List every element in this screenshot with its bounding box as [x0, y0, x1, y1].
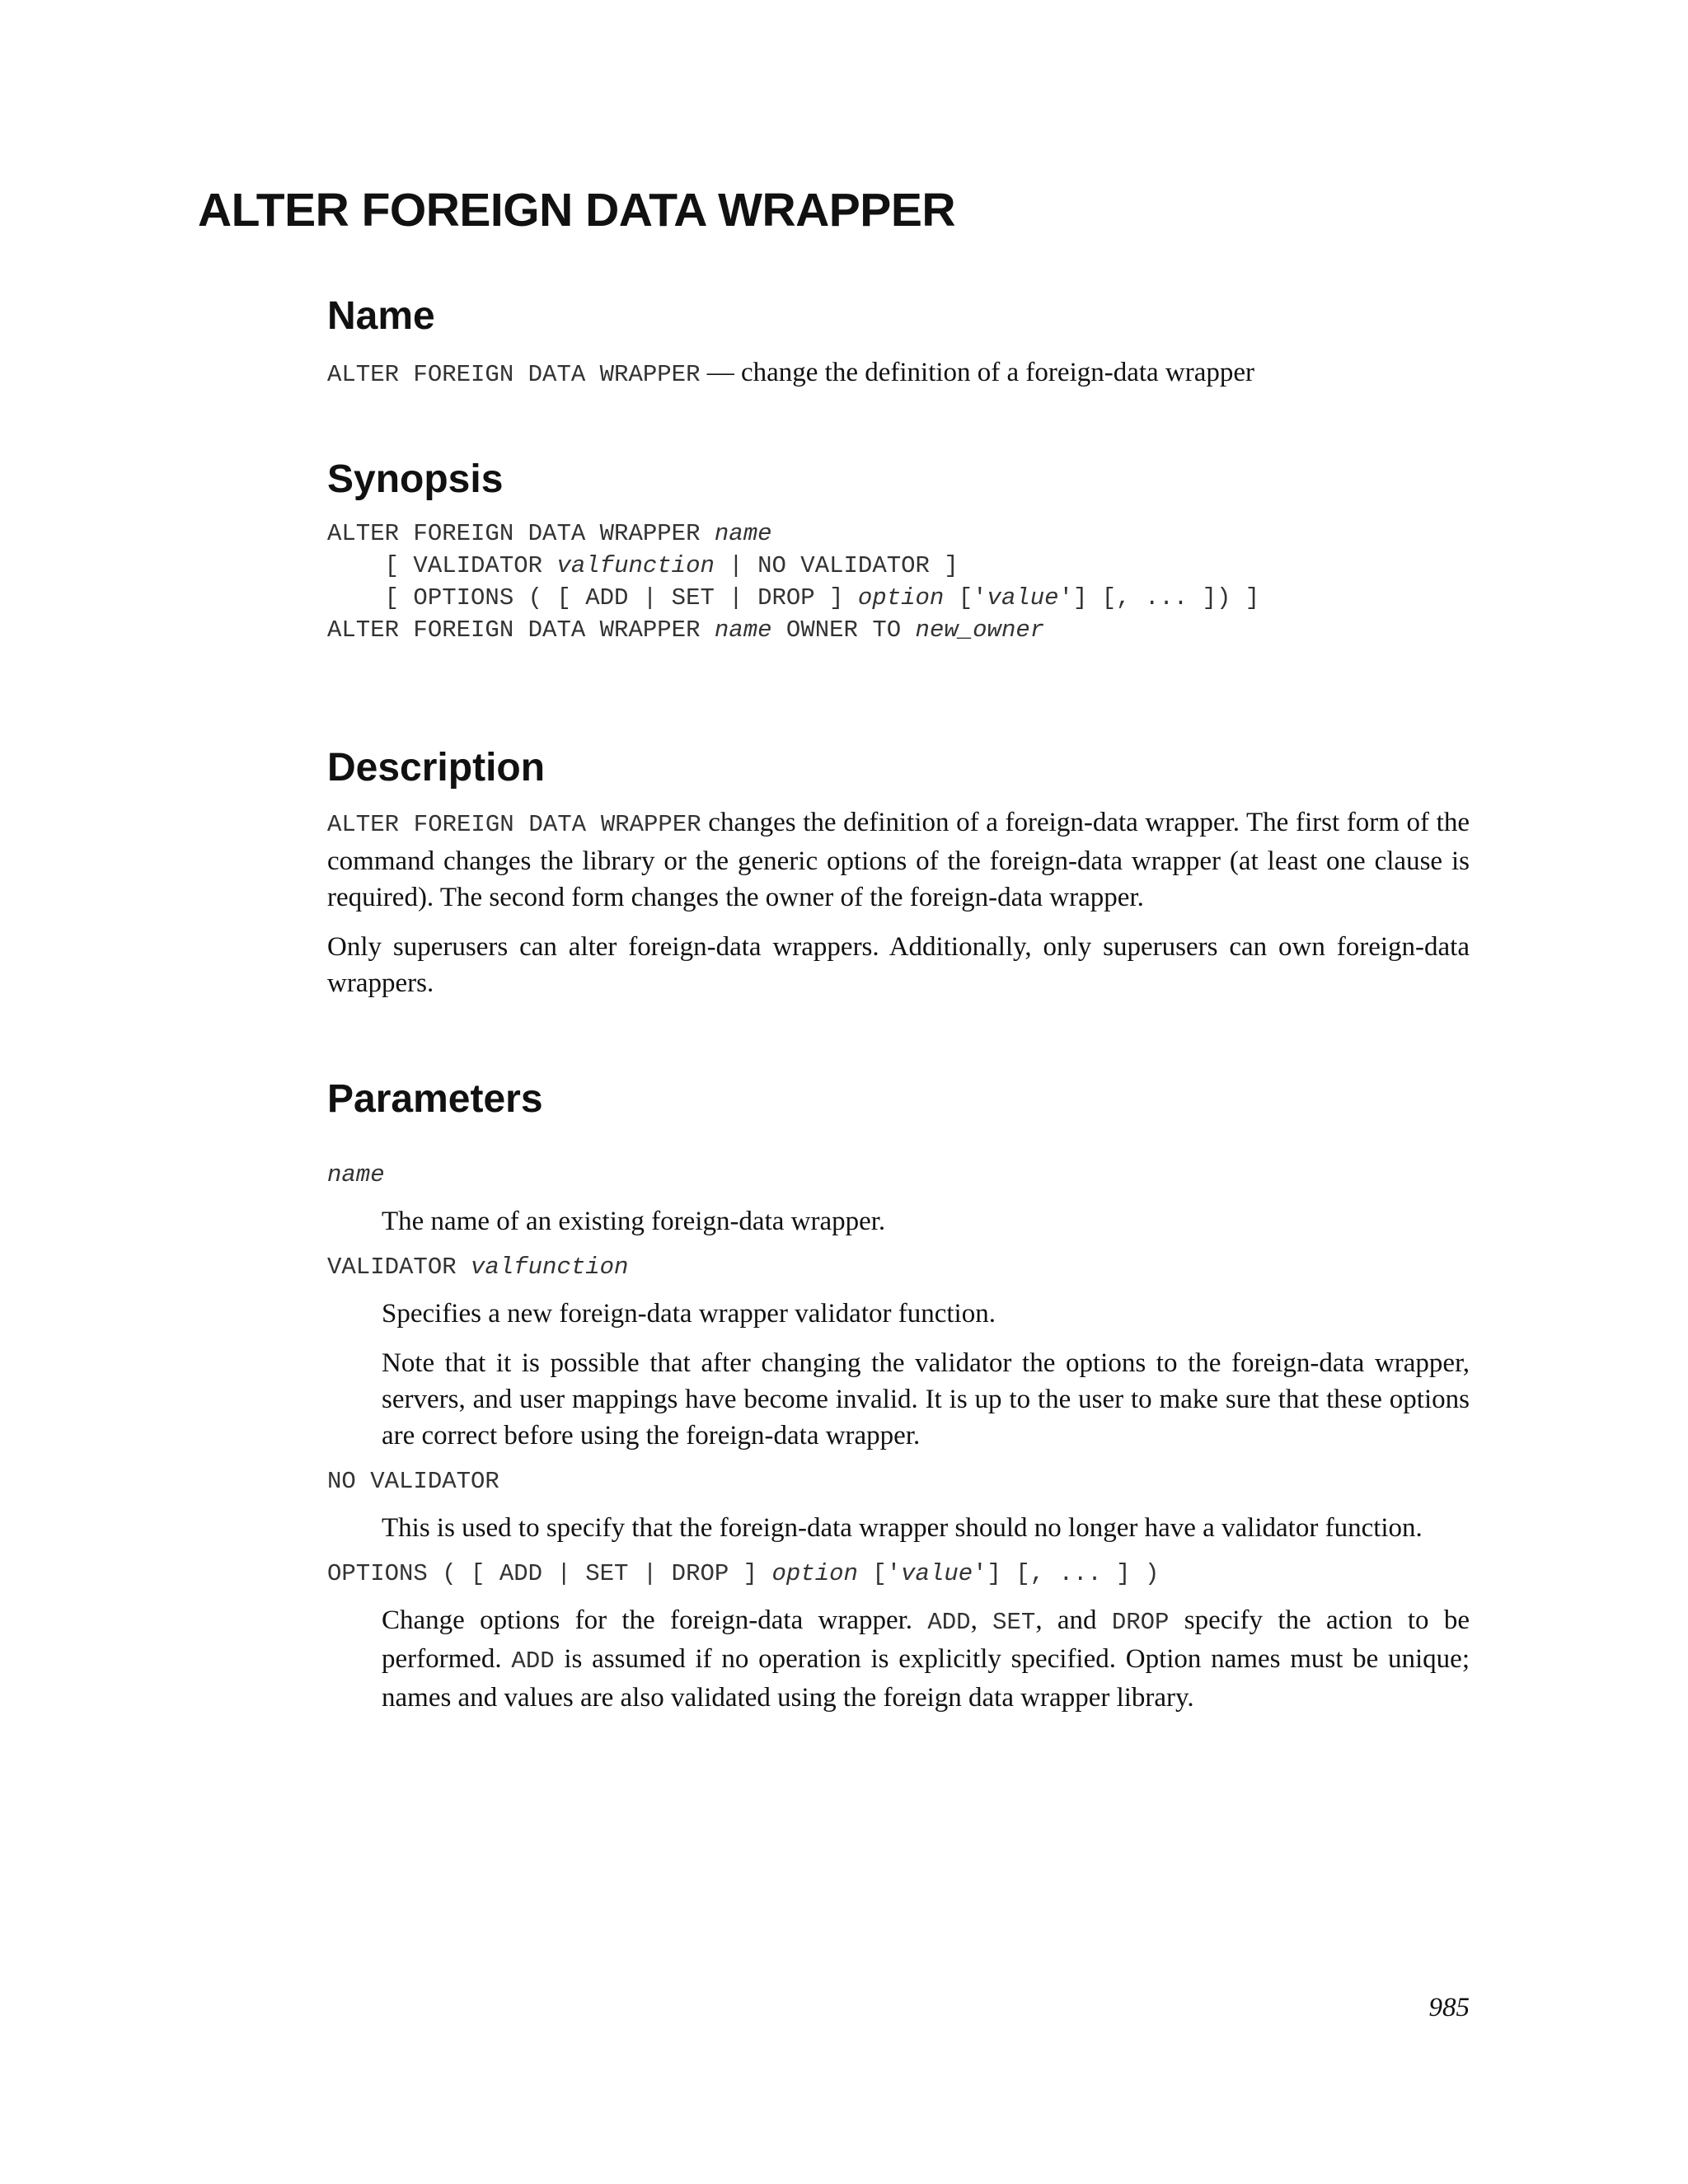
param-term-no-validator: NO VALIDATOR	[327, 1468, 499, 1495]
param-term-validator: VALIDATOR valfunction	[327, 1254, 629, 1281]
description-paragraph-1: ALTER FOREIGN DATA WRAPPER changes the definition of a foreign-data wrapper. The first form of the command changes the library or the generic options of the foreign-data wrapper (at least one clause is required). The second form changes the owner of the foreign-data wrapper.	[327, 808, 1470, 912]
parameters-section	[327, 1076, 1470, 1716]
synopsis-code: ALTER FOREIGN DATA WRAPPER name [ VALIDATOR valfunction | NO VALIDATOR ] [ OPTIONS ( [ ADD | SET | DROP ] option ['value'] [, ... ]) ] ALTER FOREIGN DATA WRAPPER name OWNER TO new_owner	[327, 520, 1260, 644]
param-term-options: OPTIONS ( [ ADD | SET | DROP ] option ['value'] [, ... ] )	[327, 1560, 1160, 1587]
param-def-no-validator: This is used to specify that the foreign-data wrapper should no longer have a validator function.	[382, 1513, 1423, 1543]
param-def-validator: Specifies a new foreign-data wrapper validator function. Note that it is possible that after changing the validator the options to the foreign-data wrapper, servers, and user mappings have become invalid. It is up to the user to make sure that these options are correct before using the foreign-data wrapper.	[382, 1299, 1470, 1451]
parameters-heading: Parameters	[327, 1077, 543, 1121]
param-def-name: The name of an existing foreign-data wrapper.	[382, 1207, 886, 1236]
page-number: 985	[1428, 1993, 1470, 2022]
name-heading: Name	[327, 294, 435, 338]
page-title: ALTER FOREIGN DATA WRAPPER	[198, 184, 956, 237]
synopsis-heading: Synopsis	[327, 457, 504, 501]
command-purpose: — change the definition of a foreign-data wrapper	[700, 358, 1255, 387]
param-term-name: name	[327, 1161, 385, 1188]
name-section	[327, 293, 1470, 393]
description-paragraph-2: Only superusers can alter foreign-data wrappers. Additionally, only superusers can own foreign-data wrappers.	[327, 932, 1470, 998]
command-name: ALTER FOREIGN DATA WRAPPER	[327, 361, 701, 388]
description-heading: Description	[327, 746, 546, 790]
synopsis-section	[327, 457, 1470, 646]
param-def-options: Change options for the foreign-data wrapper. ADD, SET, and DROP specify the action to be performed. ADD is assumed if no operation is explicitly specified. Option names must be unique; names and values are also validated using the foreign data wrapper library.	[382, 1605, 1470, 1713]
description-section	[327, 745, 1470, 1001]
name-line	[327, 354, 1470, 393]
